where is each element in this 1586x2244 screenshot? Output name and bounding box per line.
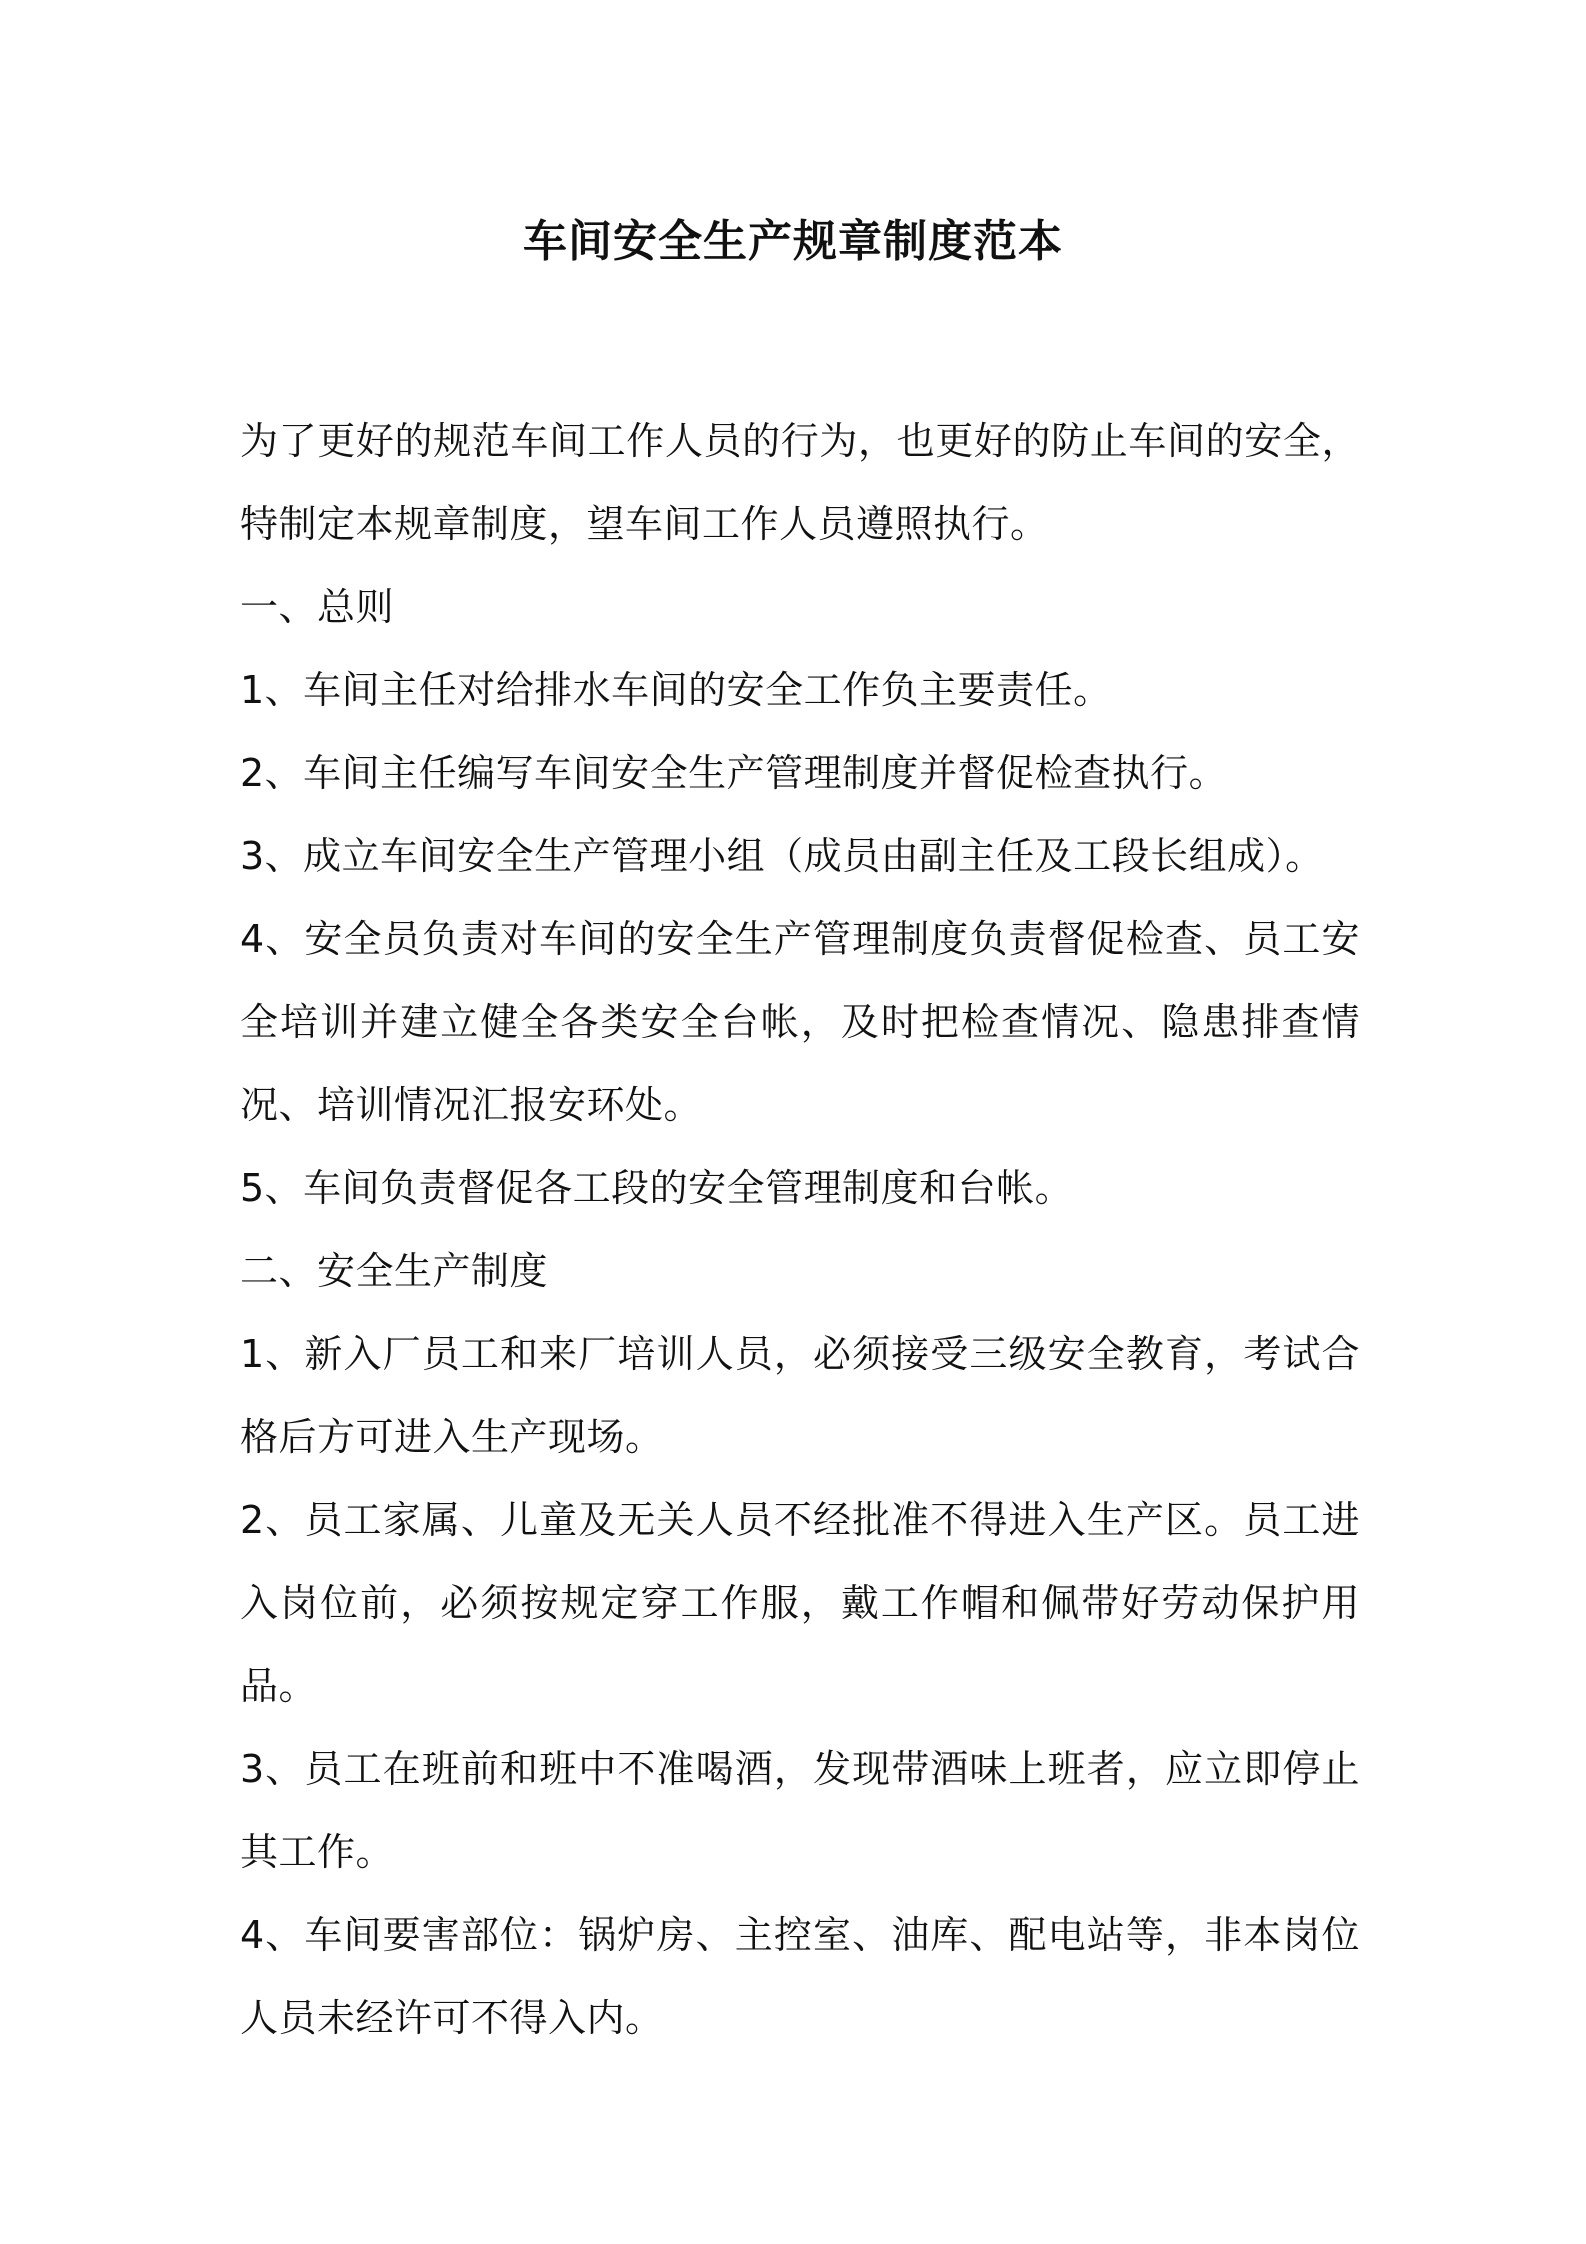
list-item: 2、车间主任编写车间安全生产管理制度并督促检查执行。 [240, 751, 1228, 795]
list-item: 3、员工在班前和班中不准喝酒，发现带酒味上班者，应立即停止其工作。 [240, 1747, 1360, 1874]
section-heading-general: 一、总则 [240, 585, 395, 629]
list-item: 3、成立车间安全生产管理小组（成员由副主任及工段长组成）。 [240, 834, 1324, 878]
intro-paragraph: 为了更好的规范车间工作人员的行为，也更好的防止车间的安全，特制定本规章制度，望车间工作人员遵照执行。 [240, 419, 1360, 546]
section-heading-safety: 二、安全生产制度 [240, 1249, 549, 1293]
list-item: 4、车间要害部位：锅炉房、主控室、油库、配电站等，非本岗位人员未经许可不得入内。 [240, 1913, 1360, 2040]
document-title: 车间安全生产规章制度范本 [523, 216, 1063, 267]
list-item: 1、车间主任对给排水车间的安全工作负主要责任。 [240, 668, 1112, 712]
list-item: 1、新入厂员工和来厂培训人员，必须接受三级安全教育，考试合格后方可进入生产现场。 [240, 1332, 1360, 1459]
list-item: 4、安全员负责对车间的安全生产管理制度负责督促检查、员工安全培训并建立健全各类安全台帐，及时把检查情况、隐患排查情况、培训情况汇报安环处。 [240, 917, 1360, 1127]
list-item: 2、员工家属、儿童及无关人员不经批准不得进入生产区。员工进入岗位前，必须按规定穿工作服，戴工作帽和佩带好劳动保护用品。 [240, 1498, 1360, 1708]
list-item: 5、车间负责督促各工段的安全管理制度和台帐。 [240, 1166, 1074, 1210]
document-body [240, 400, 1360, 2060]
